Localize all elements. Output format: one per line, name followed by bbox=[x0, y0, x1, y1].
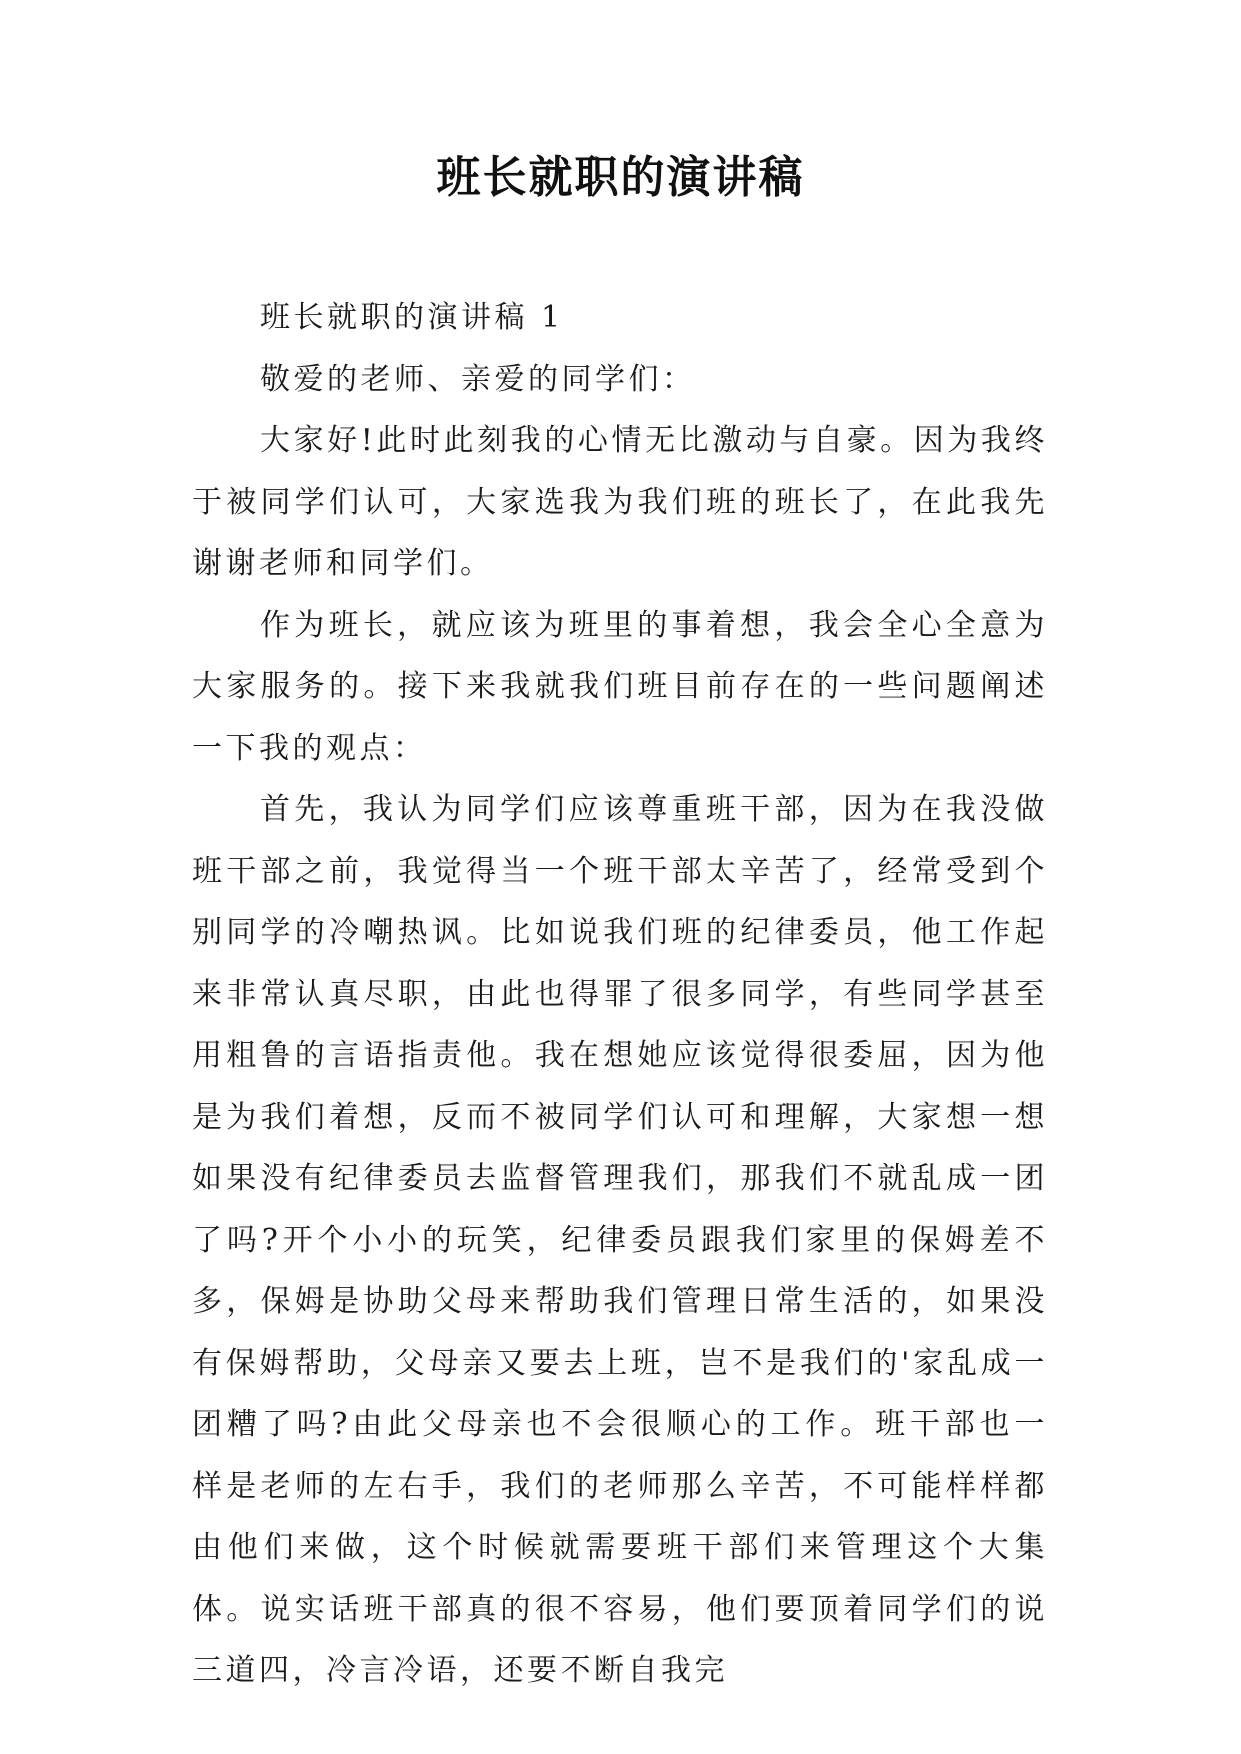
paragraph-commitment: 作为班长，就应该为班里的事着想，我会全心全意为大家服务的。接下来我就我们班目前存在的一些问题阐述一下我的观点： bbox=[192, 607, 1048, 766]
salutation: 敬爱的老师、亲爱的同学们： bbox=[260, 361, 696, 397]
section-heading: 班长就职的演讲稿 1 bbox=[260, 300, 564, 335]
document-body bbox=[192, 287, 1048, 1702]
paragraph-first-point: 首先，我认为同学们应该尊重班干部，因为在我没做班干部之前，我觉得当一个班干部太辛苦了，经常受到个别同学的冷嘲热讽。比如说我们班的纪律委员，他工作起来非常认真尽职，由此也得罪了很多同学，有些同学甚至用粗鲁的言语指责他。我在想她应该觉得很委屈，因为他是为我们着想，反而不被同学们认可和理解，大家想一想如果没有纪律委员去监督管理我们，那我们不就乱成一团了吗?开个小小的玩笑，纪律委员跟我们家里的保姆差不多，保姆是协助父母来帮助我们管理日常生活的，如果没有保姆帮助，父母亲又要去上班，岂不是我们的'家乱成一团糟了吗?由此父母亲也不会很顺心的工作。班干部也一样是老师的左右手，我们的老师那么辛苦，不可能样样都由他们来做，这个时候就需要班干部们来管理这个大集体。说实话班干部真的很不容易，他们要顶着同学们的说三道四，冷言冷语，还要不断自我完 bbox=[192, 792, 1048, 1688]
document-title: 班长就职的演讲稿 bbox=[436, 152, 805, 203]
paragraph-greeting: 大家好!此时此刻我的心情无比激动与自豪。因为我终于被同学们认可，大家选我为我们班的班长了，在此我先谢谢老师和同学们。 bbox=[192, 423, 1048, 581]
